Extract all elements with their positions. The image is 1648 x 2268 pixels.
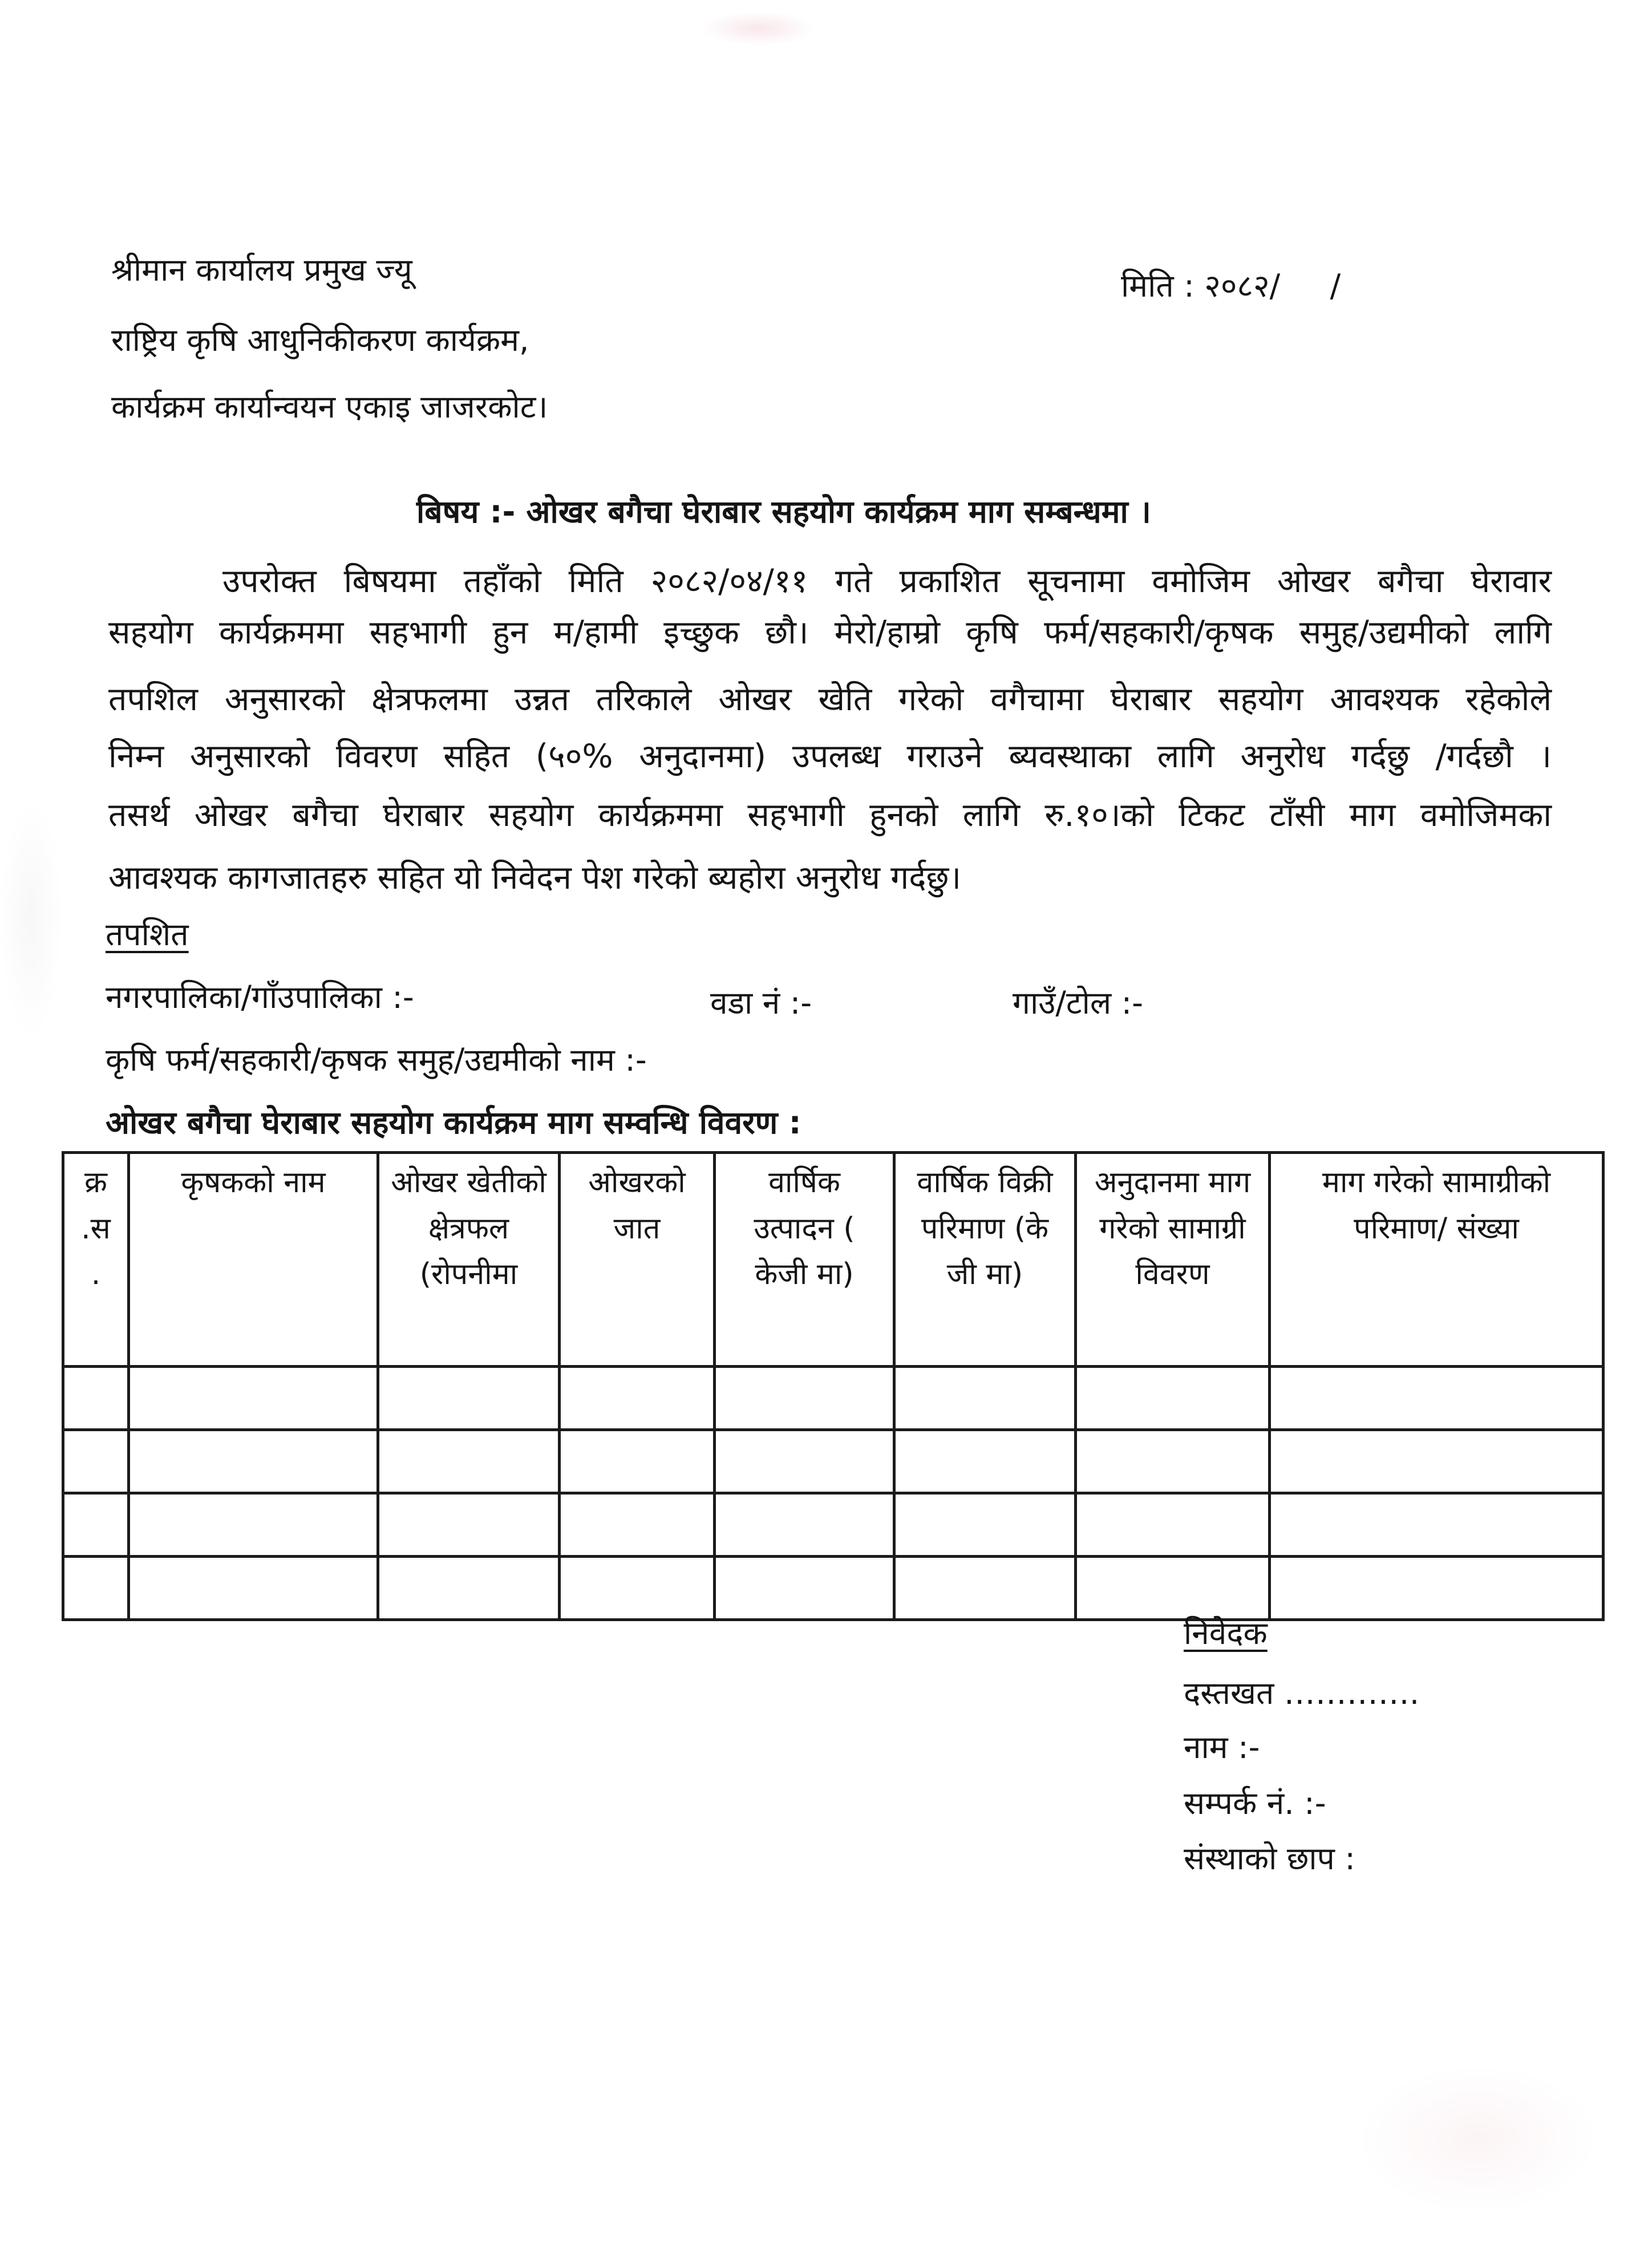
- table-cell: [129, 1493, 378, 1557]
- table-cell: [63, 1493, 129, 1557]
- signature-label: दस्तखत ………….: [1184, 1675, 1420, 1711]
- municipality-label: नगरपालिका/गाँउपालिका :-: [106, 979, 414, 1015]
- applicant-name-label: नाम :-: [1184, 1729, 1260, 1765]
- table-row: [63, 1493, 1604, 1557]
- col-production-header: वार्षिक उत्पादन ( केजी मा): [715, 1153, 894, 1367]
- addressee-line-2: राष्ट्रिय कृषि आधुनिकीकरण कार्यक्रम,: [111, 322, 529, 358]
- table-row: [63, 1557, 1604, 1620]
- table-cell: [378, 1430, 560, 1493]
- table-cell: [715, 1557, 894, 1620]
- table-cell: [715, 1367, 894, 1430]
- org-name-label: कृषि फर्म/सहकारी/कृषक समुह/उद्यमीको नाम :-: [106, 1042, 647, 1078]
- col-serial-header: क्र .स .: [63, 1153, 129, 1367]
- table-title: ओखर बगैचा घेराबार सहयोग कार्यक्रम माग सम्वन्धि विवरण :: [106, 1104, 801, 1141]
- table-cell: [1270, 1557, 1604, 1620]
- addressee-line-3: कार्यक्रम कार्यान्वयन एकाइ जाजरकोट।: [111, 388, 548, 425]
- village-label: गाउँ/टोल :-: [1013, 985, 1143, 1021]
- table-cell: [378, 1493, 560, 1557]
- table-cell: [63, 1430, 129, 1493]
- table-cell: [1076, 1367, 1270, 1430]
- scan-smudge-left: [0, 799, 63, 1038]
- body-line-2: सहयोग कार्यक्रममा सहभागी हुन म/हामी इच्छुक छौ। मेरो/हाम्रो कृषि फर्म/सहकारी/कृषक समुह/उद्यमीको लागि: [108, 614, 1552, 651]
- table-row: [63, 1367, 1604, 1430]
- body-line-5: तसर्थ ओखर बगैचा घेराबार सहयोग कार्यक्रममा सहभागी हुनको लागि रु.१०।को टिकट टाँसी माग वमोजिमका: [108, 796, 1552, 834]
- scan-smudge-top: [702, 11, 816, 46]
- table-cell: [1270, 1493, 1604, 1557]
- table-cell: [1076, 1493, 1270, 1557]
- table-cell: [560, 1493, 715, 1557]
- col-variety-header: ओखरको जात: [560, 1153, 715, 1367]
- scan-smudge-bottom: [1358, 2065, 1597, 2213]
- body-line-6: आवश्यक कागजातहरु सहित यो निवेदन पेश गरेको ब्यहोरा अनुरोध गर्दछु।: [108, 859, 962, 897]
- subject-line: बिषय :- ओखर बगैचा घेराबार सहयोग कार्यक्रम माग सम्बन्धमा ।: [416, 493, 1151, 530]
- table-cell: [715, 1430, 894, 1493]
- table-cell: [894, 1557, 1076, 1620]
- demand-table: [62, 1151, 1605, 1621]
- col-material-header: अनुदानमा माग गरेको सामाग्री विवरण: [1076, 1153, 1270, 1367]
- table-cell: [1270, 1367, 1604, 1430]
- table-cell: [1076, 1557, 1270, 1620]
- details-heading: तपशित: [106, 916, 189, 953]
- ward-label: वडा नं :-: [710, 985, 812, 1021]
- table-cell: [1270, 1430, 1604, 1493]
- table-cell: [560, 1557, 715, 1620]
- table-cell: [894, 1367, 1076, 1430]
- table-cell: [1076, 1430, 1270, 1493]
- table-cell: [129, 1557, 378, 1620]
- table-cell: [560, 1367, 715, 1430]
- table-row: [63, 1430, 1604, 1493]
- body-line-3: तपशिल अनुसारको क्षेत्रफलमा उन्नत तरिकाले ओखर खेति गरेको वगैचामा घेराबार सहयोग आवश्यक रहेकोले: [108, 681, 1552, 718]
- table-header-row: [63, 1153, 1604, 1367]
- stamp-label: संस्थाको छाप :: [1184, 1840, 1355, 1877]
- body-line-4: निम्न अनुसारको विवरण सहित (५०% अनुदानमा) उपलब्ध गराउने ब्यवस्थाका लागि अनुरोध गर्दछु /गर्दछौ ।: [108, 738, 1552, 775]
- table-cell: [894, 1430, 1076, 1493]
- addressee-line-1: श्रीमान कार्यालय प्रमुख ज्यू: [111, 252, 412, 288]
- table-cell: [715, 1493, 894, 1557]
- table-cell: [63, 1557, 129, 1620]
- table-cell: [378, 1367, 560, 1430]
- date-field: मिति : २०८२/ /: [1121, 268, 1341, 304]
- table-cell: [378, 1557, 560, 1620]
- col-area-header: ओखर खेतीको क्षेत्रफल (रोपनीमा: [378, 1153, 560, 1367]
- table-cell: [63, 1367, 129, 1430]
- table-cell: [560, 1430, 715, 1493]
- col-sales-header: वार्षिक विक्री परिमाण (के जी मा): [894, 1153, 1076, 1367]
- applicant-heading: निवेदक: [1184, 1615, 1268, 1651]
- col-quantity-header: माग गरेको सामाग्रीको परिमाण/ संख्या: [1270, 1153, 1604, 1367]
- contact-label: सम्पर्क नं. :-: [1184, 1785, 1326, 1821]
- table-cell: [894, 1493, 1076, 1557]
- table-cell: [129, 1430, 378, 1493]
- body-line-1: उपरोक्त बिषयमा तहाँको मिति २०८२/०४/११ गते प्रकाशित सूचनामा वमोजिम ओखर बगैचा घेरावार: [222, 562, 1552, 600]
- table-cell: [129, 1367, 378, 1430]
- col-farmer-name-header: कृषकको नाम: [129, 1153, 378, 1367]
